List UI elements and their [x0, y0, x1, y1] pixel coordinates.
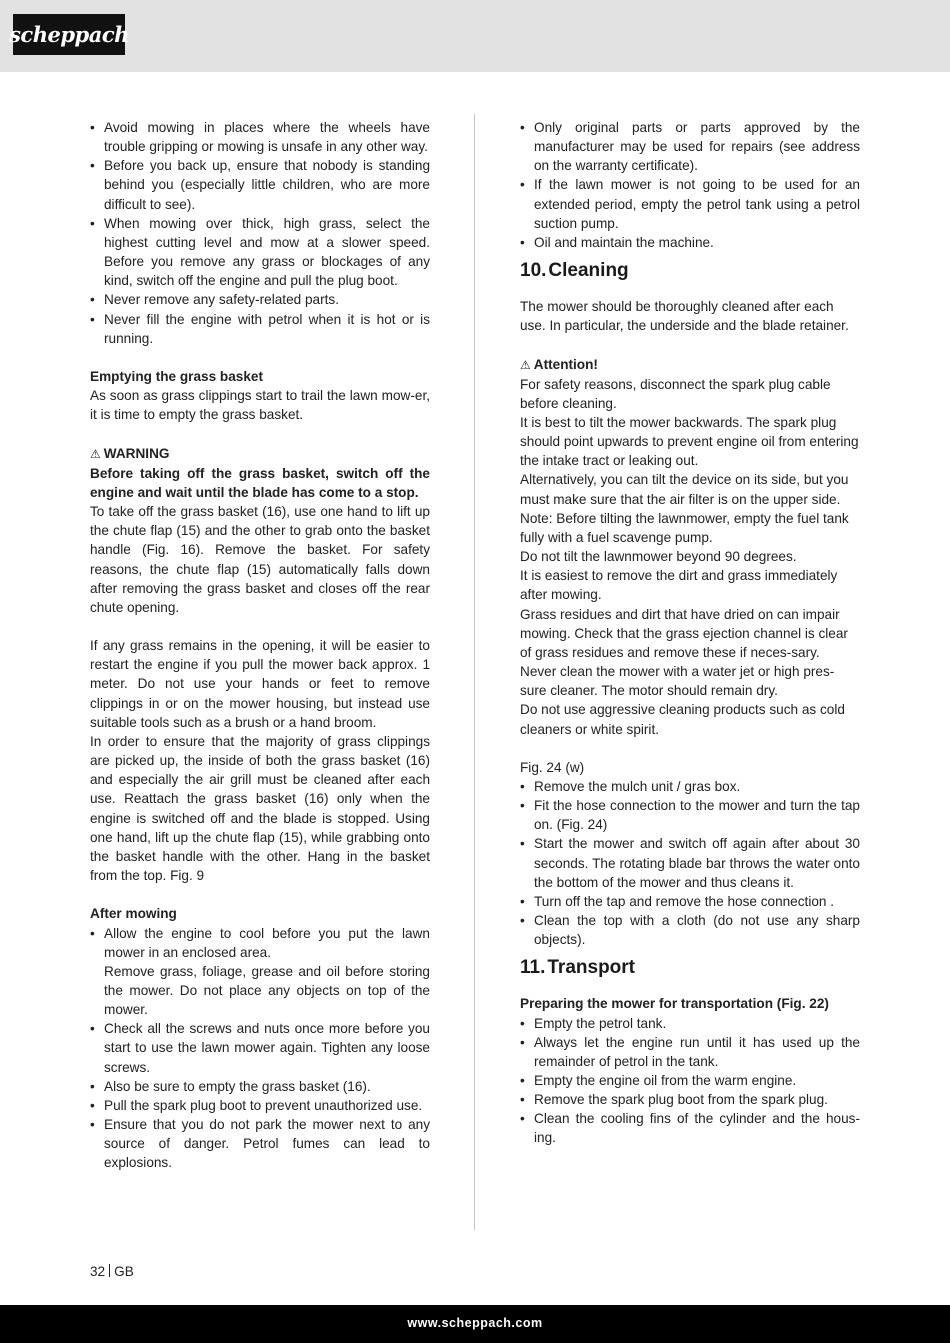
- transport-list: [520, 1014, 860, 1148]
- list-item: • Empty the petrol tank.: [520, 1014, 860, 1033]
- section-number: 10.: [520, 260, 547, 282]
- footer-url[interactable]: www.scheppach.com: [407, 1316, 543, 1330]
- transport-subheading: Preparing the mower for transportation (Fig. 22): [520, 996, 829, 1012]
- section-number: 11.: [520, 957, 546, 979]
- attention-line: Grass residues and dirt that have dried on can impair mowing. Check that the grass ejection channel is clear of grass residues and remove these if neces-sary.: [520, 606, 848, 660]
- page-number: [90, 1264, 134, 1279]
- page-language: GB: [114, 1264, 134, 1279]
- list-item: • Remove the spark plug boot from the spark plug.: [520, 1090, 860, 1109]
- transport-section-title: [520, 949, 860, 994]
- warning-heading: [90, 444, 430, 464]
- left-column: [90, 118, 430, 1173]
- page-number-separator: [109, 1264, 110, 1277]
- list-item: • Check all the screws and nuts once more before you start to use the lawn mower again. Tighten any loose screws.: [90, 1019, 430, 1076]
- list-item: • Turn off the tap and remove the hose connection .: [520, 892, 860, 911]
- cleaning-section-title: [520, 252, 860, 297]
- hose-cleaning-list: [520, 777, 860, 949]
- list-item: • Before you back up, ensure that nobody is standing behind you (especially little children, who are more difficult to see).: [90, 156, 430, 213]
- list-item: • Fit the hose connection to the mower and turn the tap on. (Fig. 24): [520, 796, 860, 834]
- list-item: • When mowing over thick, high grass, select the highest cutting level and mow at a slower speed. Before you remove any grass or blockages of any kind, switch off the engine and pull the plug boot.: [90, 214, 430, 291]
- warning-text: To take off the grass basket (16), use one hand to lift up the chute flap (15) and the other to grab onto the basket handle (Fig. 16). Remove the basket. For safety reasons, the chute flap (15) automatically falls down after removing the grass basket and closes off the rear chute opening.: [90, 504, 430, 615]
- list-item: • Only original parts or parts approved by the manufacturer may be used for repairs (see address on the warranty certificate).: [520, 118, 860, 175]
- brand-logo: scheppach: [13, 14, 125, 55]
- list-item: • Clean the cooling fins of the cylinder and the hous-ing.: [520, 1109, 860, 1147]
- attention-line: Do not tilt the lawnmower beyond 90 degrees.: [520, 549, 797, 565]
- warning-label: WARNING: [103, 445, 170, 461]
- list-item: • Oil and maintain the machine.: [520, 233, 860, 252]
- attention-line: Do not use aggressive cleaning products such as cold cleaners or white spirit.: [520, 702, 845, 737]
- list-item-text-cont: Remove grass, foliage, grease and oil before storing the mower. Do not place any objects on top of the mower.: [104, 963, 430, 1018]
- list-item: • Empty the engine oil from the warm engine.: [520, 1071, 860, 1090]
- attention-line: For safety reasons, disconnect the spark plug cable before cleaning.: [520, 376, 831, 411]
- warning-bold-text: Before taking off the grass basket, switch off the engine and wait until the blade has come to a stop.: [90, 465, 430, 500]
- list-item: [90, 924, 430, 1020]
- safety-list: [90, 118, 430, 348]
- footer-bar: [0, 1305, 950, 1343]
- list-item: • Start the mower and switch off again after about 30 seconds. The rotating blade bar throws the water onto the bottom of the mower and thus cleans it.: [520, 834, 860, 891]
- attention-line: Alternatively, you can tilt the device on its side, but you must make sure that the air filter is on the upper side.: [520, 472, 849, 507]
- empty-basket-heading: Emptying the grass basket: [90, 369, 263, 385]
- list-item-text: Allow the engine to cool before you put the lawn mower in an enclosed area.: [104, 925, 430, 960]
- list-item: • Always let the engine run until it has used up the remainder of petrol in the tank.: [520, 1033, 860, 1071]
- list-item: • Ensure that you do not park the mower next to any source of danger. Petrol fumes can lead to explosions.: [90, 1115, 430, 1172]
- list-item: • Avoid mowing in places where the wheels have trouble gripping or mowing is unsafe in any other way.: [90, 118, 430, 156]
- right-column: [520, 118, 860, 1148]
- cleaning-intro: The mower should be thoroughly cleaned after each use. In particular, the underside and the blade retainer.: [520, 299, 849, 334]
- warning-icon: ⚠: [520, 357, 531, 372]
- list-item: • Never remove any safety-related parts.: [90, 290, 430, 309]
- attention-label: Attention!: [533, 356, 598, 372]
- grass-remains-text: If any grass remains in the opening, it will be easier to restart the engine if you pull the mower back approx. 1 meter. Do not use your hands or feet to remove clippings in or on the mower housing, but instead use suitable tools such as a brush or a hand broom.: [90, 638, 430, 730]
- warning-icon: ⚠: [90, 446, 101, 461]
- figure-label: Fig. 24 (w): [520, 759, 585, 775]
- list-item: • Also be sure to empty the grass basket (16).: [90, 1077, 430, 1096]
- grass-clippings-text: In order to ensure that the majority of grass clippings are picked up, the inside of both the grass basket (16) and especially the air grill must be cleaned after each use. Reattach the grass basket (16) only when the engine is switched off and the blade is stopped. Using one hand, lift up the chute flap (15), while grabbing onto the basket handle with the other. Hang in the basket from the top. Fig. 9: [90, 733, 430, 884]
- list-item: • Clean the top with a cloth (do not use any sharp objects).: [520, 911, 860, 949]
- attention-line: Never clean the mower with a water jet or high pres-sure cleaner. The motor should remain dry.: [520, 664, 835, 699]
- attention-line: It is best to tilt the mower backwards. The spark plug should point upwards to prevent engine oil from entering the intake tract or leaking out.: [520, 415, 859, 469]
- column-divider: [474, 114, 475, 1230]
- attention-line: It is easiest to remove the dirt and grass immediately after mowing.: [520, 568, 838, 603]
- empty-basket-text: As soon as grass clippings start to trail the lawn mow-er, it is time to empty the grass basket.: [90, 388, 430, 423]
- list-item: • Pull the spark plug boot to prevent unauthorized use.: [90, 1096, 430, 1115]
- after-mowing-heading: After mowing: [90, 906, 177, 922]
- list-item: • If the lawn mower is not going to be used for an extended period, empty the petrol tank using a petrol suction pump.: [520, 175, 860, 232]
- attention-heading: [520, 355, 860, 375]
- header-band: [0, 0, 950, 72]
- attention-line: Note: Before tilting the lawnmower, empty the fuel tank fully with a fuel scavenge pump.: [520, 510, 849, 545]
- page-number-value: 32: [90, 1264, 106, 1279]
- maintenance-list: [520, 118, 860, 252]
- section-title: Transport: [547, 957, 635, 979]
- section-title: Cleaning: [548, 260, 629, 282]
- list-item: • Never fill the engine with petrol when it is hot or is running.: [90, 310, 430, 348]
- after-mowing-list: [90, 924, 430, 1173]
- list-item: • Remove the mulch unit / gras box.: [520, 777, 860, 796]
